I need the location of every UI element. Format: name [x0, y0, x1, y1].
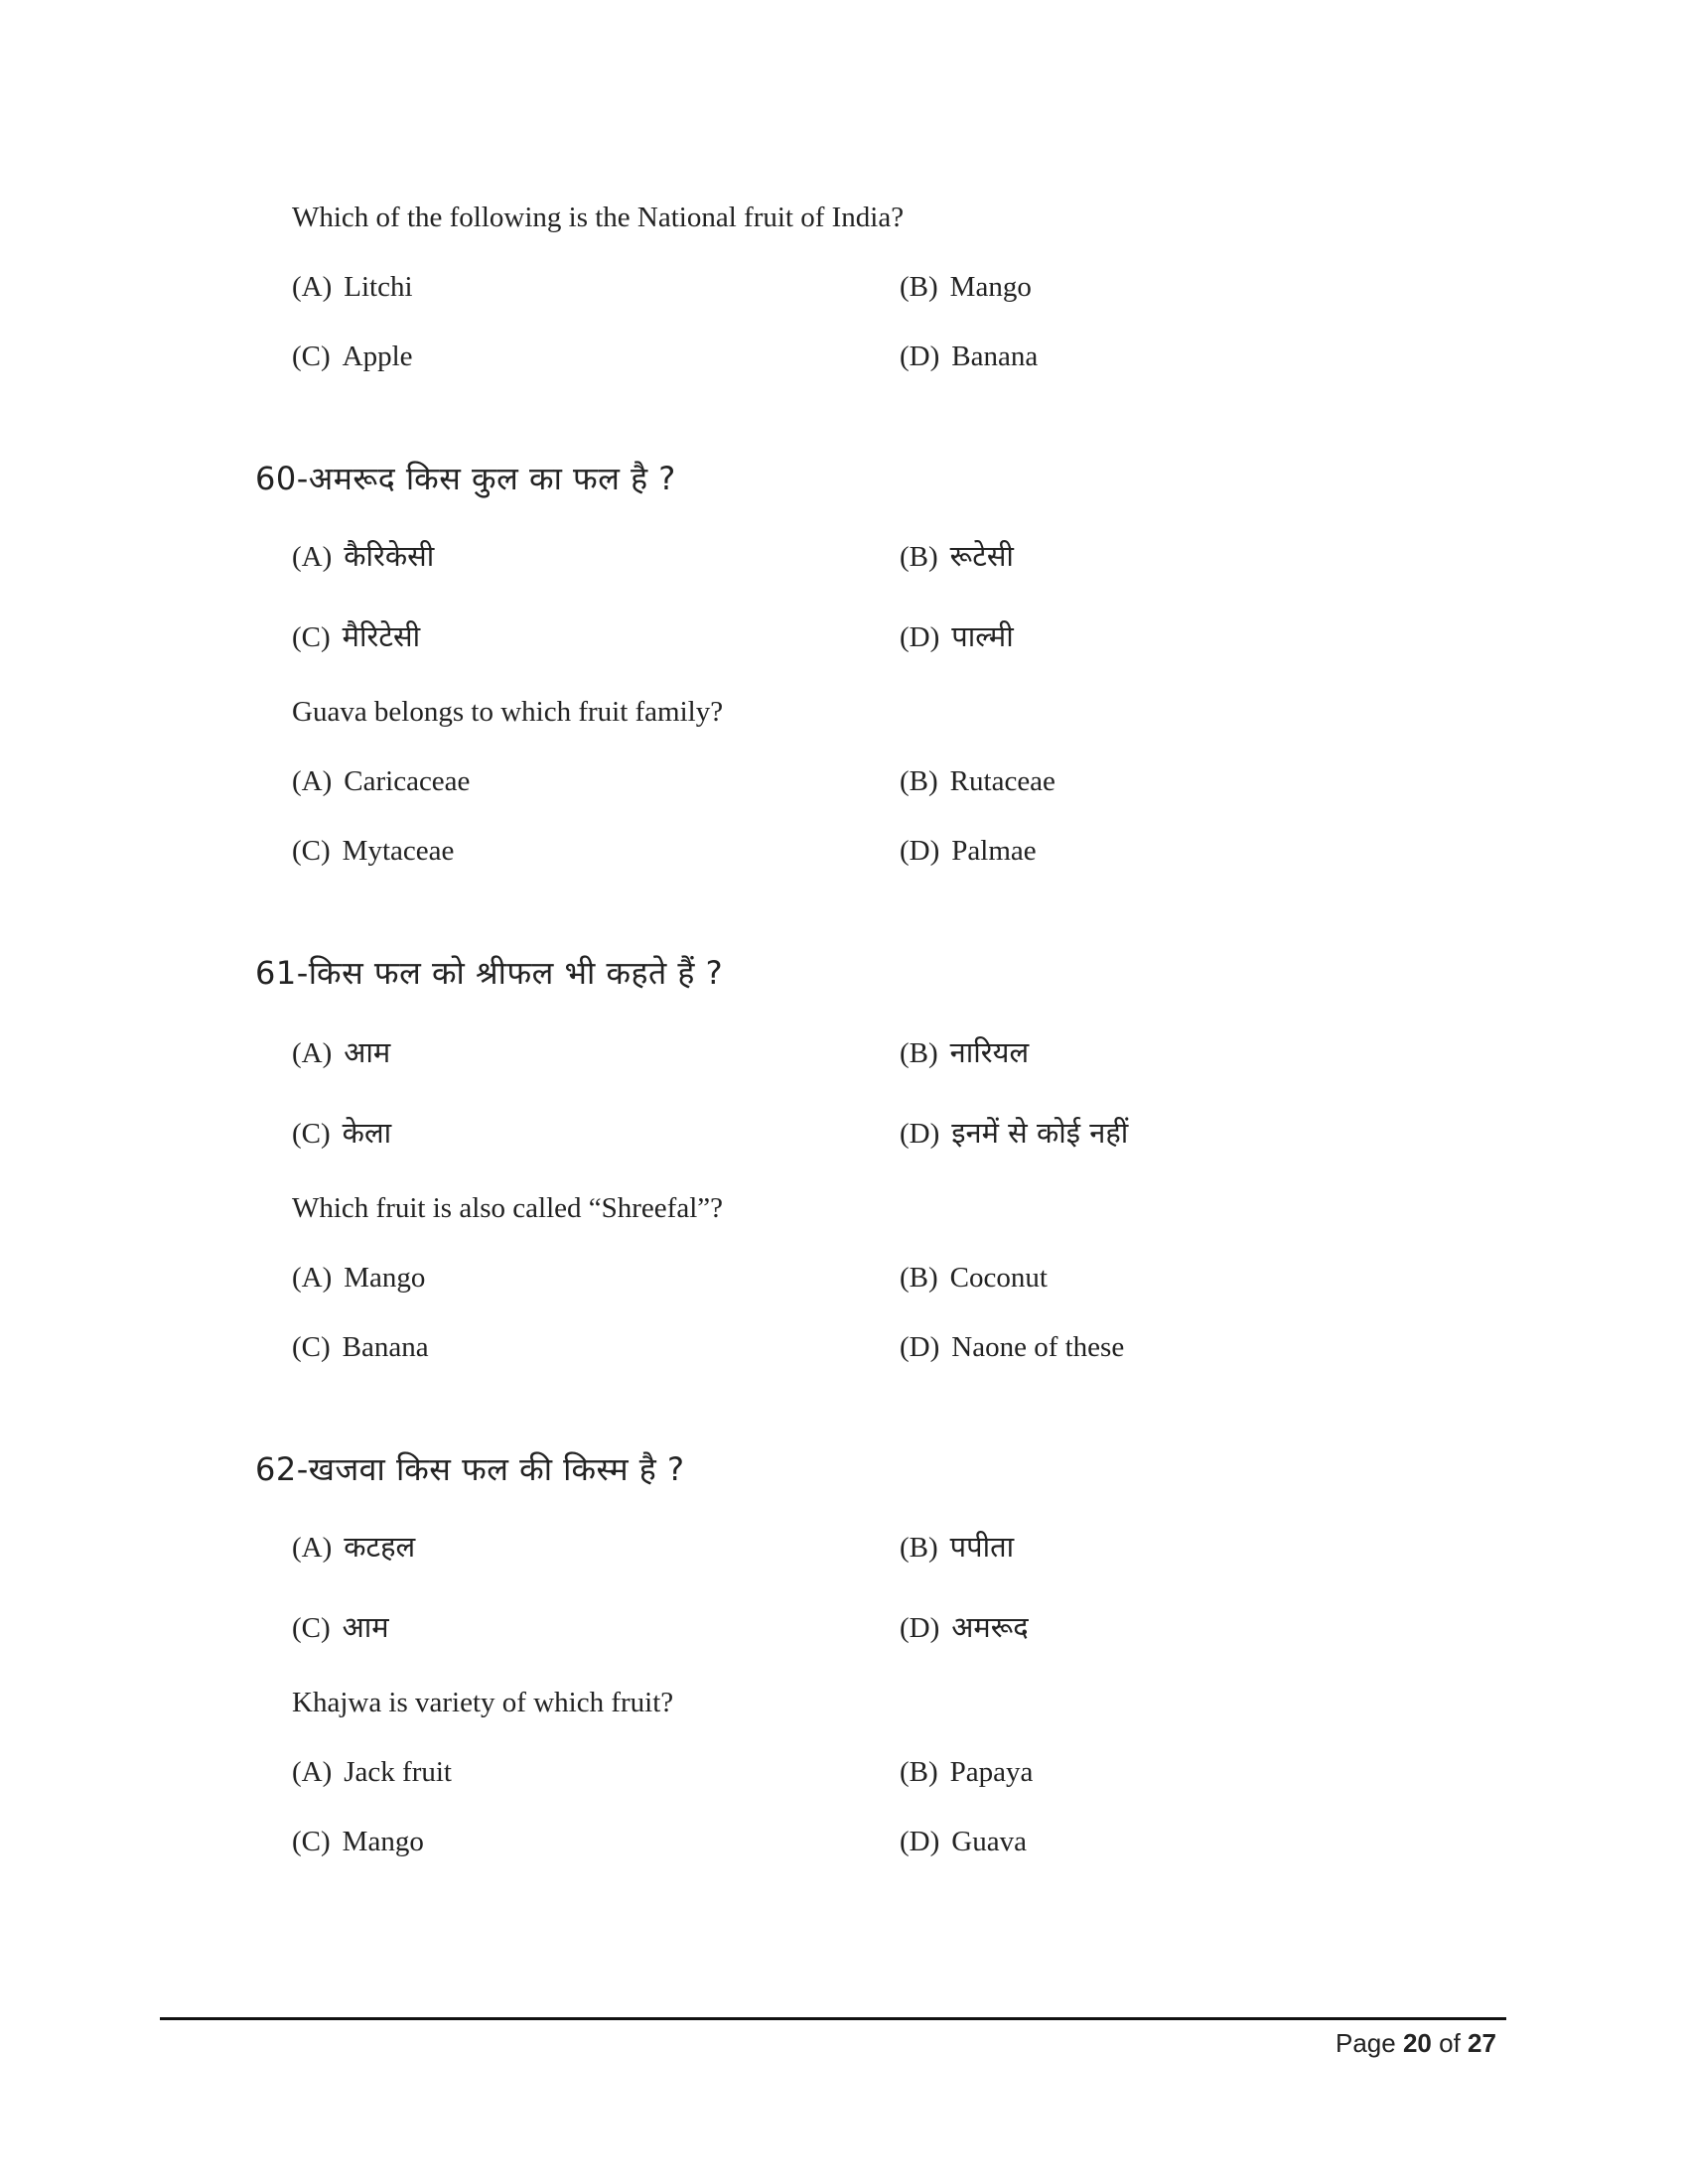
question-61-hi: 61-किस फल को श्रीफल भी कहते हैं ?: [255, 954, 724, 992]
page-of: of: [1439, 2028, 1461, 2058]
q60-en-option-b: (B) Rutaceae: [900, 765, 1055, 797]
q62-en-option-d: (D) Guava: [900, 1826, 1027, 1857]
q59-en-option-a: (A) Litchi: [292, 271, 413, 303]
q62-hi-option-c: (C) आम: [292, 1610, 389, 1644]
footer-divider: [160, 2017, 1506, 2020]
q61-hi-option-c: (C) केला: [292, 1116, 392, 1150]
q61-en-option-a: (A) Mango: [292, 1262, 426, 1294]
q60-hi-option-a: (A) कैरिकेसी: [292, 539, 435, 573]
q60-hi-option-d: (D) पाल्मी: [900, 619, 1014, 653]
q59-en-option-c: (C) Apple: [292, 341, 413, 372]
question-62-hi: 62-खजवा किस फल की किस्म है ?: [255, 1450, 685, 1488]
page-label: Page: [1336, 2028, 1396, 2058]
page-current: 20: [1402, 2028, 1432, 2058]
q62-hi-option-b: (B) पपीता: [900, 1530, 1015, 1564]
q61-hi-option-d: (D) इनमें से कोई नहीं: [900, 1116, 1129, 1150]
question-60-hi: 60-अमरूद किस कुल का फल है ?: [255, 460, 676, 497]
q62-en-option-b: (B) Papaya: [900, 1756, 1034, 1788]
q61-hi-option-b: (B) नारियल: [900, 1035, 1030, 1069]
page-number: [1336, 2028, 1496, 2059]
q62-hi-option-a: (A) कटहल: [292, 1530, 416, 1564]
q61-en-option-b: (B) Coconut: [900, 1262, 1048, 1294]
question-61-en: Which fruit is also called “Shreefal”?: [292, 1192, 723, 1224]
q62-en-option-c: (C) Mango: [292, 1826, 424, 1857]
q60-hi-option-c: (C) मैरिटेसी: [292, 619, 421, 653]
page-total: 27: [1468, 2028, 1496, 2058]
q62-en-option-a: (A) Jack fruit: [292, 1756, 452, 1788]
q61-en-option-d: (D) Naone of these: [900, 1331, 1125, 1363]
question-59-en: Which of the following is the National fruit of India?: [292, 202, 905, 233]
question-62-en: Khajwa is variety of which fruit?: [292, 1687, 674, 1718]
q59-en-option-b: (B) Mango: [900, 271, 1032, 303]
q61-hi-option-a: (A) आम: [292, 1035, 391, 1069]
q60-hi-option-b: (B) रूटेसी: [900, 539, 1014, 573]
q61-en-option-c: (C) Banana: [292, 1331, 429, 1363]
q59-en-option-d: (D) Banana: [900, 341, 1039, 372]
q60-en-option-d: (D) Palmae: [900, 835, 1037, 867]
question-60-en: Guava belongs to which fruit family?: [292, 696, 724, 728]
q60-en-option-c: (C) Mytaceae: [292, 835, 455, 867]
q60-en-option-a: (A) Caricaceae: [292, 765, 471, 797]
q62-hi-option-d: (D) अमरूद: [900, 1610, 1029, 1644]
